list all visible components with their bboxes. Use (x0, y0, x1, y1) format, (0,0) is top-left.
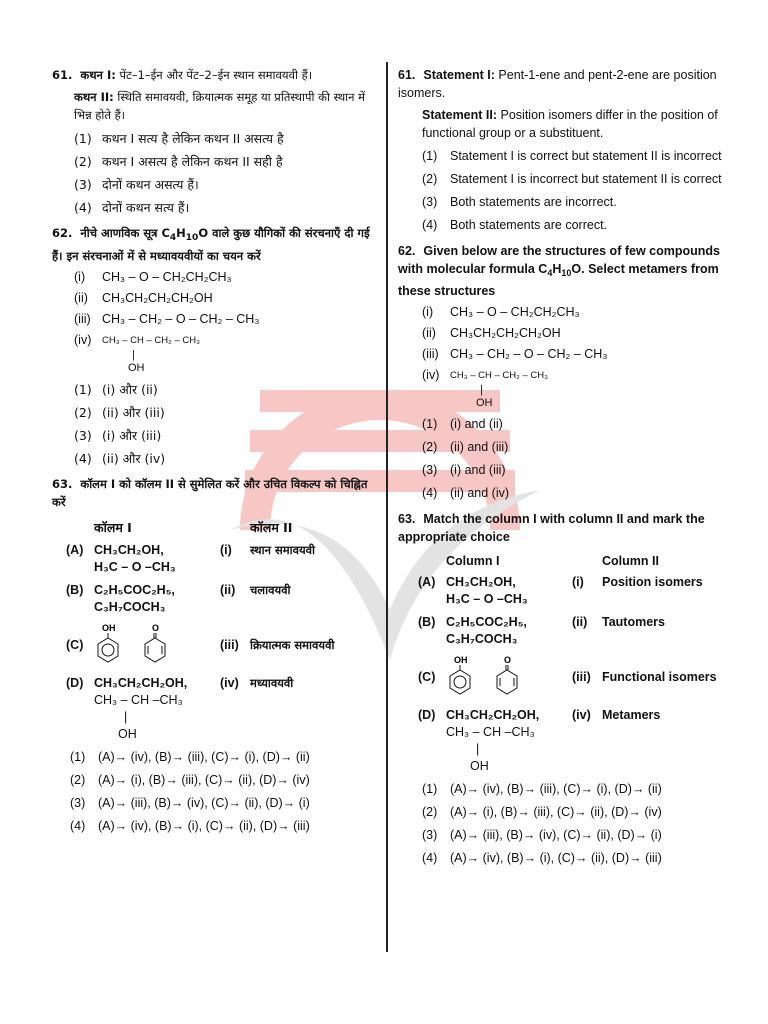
option-2[interactable]: (2) (ii) और (iii) (74, 405, 165, 420)
match-row-a: (A) CH₃CH₂OH, H₃C – O –CH₃ (i) Position isomers (418, 575, 703, 606)
question-63-hindi: 63. कॉलम I को कॉलम II से सुमेलित करें और उचित विकल्प को चिह्नित करें (52, 477, 368, 509)
structure-iii: (iii) CH₃ – CH₂ – O – CH₂ – CH₃ (422, 347, 608, 361)
branch-oh: OH (128, 362, 145, 374)
structure-iv: (iv) CH₃ – CH – CH₂ – CH₃ (74, 333, 200, 347)
structure-i: (i) CH₃ – O – CH₂CH₂CH₃ (74, 270, 232, 284)
option-3[interactable]: (3) दोनों कथन असत्य हैं। (74, 177, 199, 192)
option-2[interactable]: (2) (A)→ (i), (B)→ (iii), (C)→ (ii), (D)→ (iv) (70, 773, 310, 787)
branch-oh: OH (476, 397, 493, 409)
question-number: 63. (398, 512, 416, 526)
statement-1-label: Statement I: (423, 68, 495, 82)
svg-text:OH: OH (454, 655, 468, 665)
option-4[interactable]: (4) (A)→ (iv), (B)→ (i), (C)→ (ii), (D)→ (iii) (422, 851, 662, 865)
option-1[interactable]: (1) (A)→ (iv), (B)→ (iii), (C)→ (i), (D)→ (ii) (422, 782, 662, 796)
structure-i: (i) CH₃ – O – CH₂CH₂CH₃ (422, 305, 580, 319)
question-62-hindi: 62. नीचे आणविक सूत्र $C_4H_{10}O$ वाले कुछ यौगिकों की संरचनाएँ दी गई हैं। इन संरचनाओं में से मध्यावयवीयों का चयन करें (52, 226, 370, 263)
english-column (398, 66, 738, 867)
match-row-b: (B) C₂H₅COC₂H₅, C₃H₇COCH₃ (ii) Tautomers (418, 615, 665, 646)
option-2[interactable]: (2) कथन I असत्य है लेकिन कथन II सही है (74, 154, 283, 169)
structure-ii: (ii) CH₃CH₂CH₂CH₂OH (422, 326, 561, 340)
structure-iv: (iv) CH₃ – CH – CH₂ – CH₃ (422, 368, 548, 382)
option-3[interactable]: (3) (i) and (iii) (422, 463, 506, 477)
match-row-d: (D) CH₃CH₂CH₂OH, CH₃ – CH –CH₃ | OH (iv) मध्यावयवी (66, 676, 294, 741)
option-2[interactable]: (2) (ii) and (iii) (422, 440, 509, 454)
option-1[interactable]: (1) कथन I सत्य है लेकिन कथन II असत्य है (74, 131, 284, 146)
column-2-header: कॉलम II (250, 520, 293, 535)
question-number: 61. (398, 68, 416, 82)
question-63-english: 63. Match the column I with column II and mark the appropriate choice (398, 512, 705, 544)
question-number: 62. (52, 226, 73, 240)
statement-2-label: कथन II: (74, 90, 114, 104)
question-61-hindi (52, 66, 382, 216)
column-divider (386, 62, 388, 952)
statement-2-label: Statement II: (422, 108, 498, 122)
question-62-english: 62. Given below are the structures of few compounds with molecular formula $C_4H_{10}O$. Select metamers from these structures (398, 244, 720, 298)
statement-1-text: पेंट–1–ईन और पेंट–2–ईन स्थान समावयवी हैं। (119, 68, 313, 82)
hindi-column (52, 66, 382, 835)
option-3[interactable]: (3) (A)→ (iii), (B)→ (iv), (C)→ (ii), (D)→ (i) (70, 796, 310, 810)
question-number: 61. (52, 68, 73, 82)
option-1[interactable]: (1) (i) and (ii) (422, 417, 503, 431)
svg-text:O: O (152, 623, 160, 633)
phenol-cyclohexadienone-icon (446, 654, 556, 696)
option-2[interactable]: (2) Statement I is incorrect but statement II is correct (422, 172, 722, 186)
match-row-c: (C) OH O (iii) क्रियात्मक समावयवी (66, 622, 382, 669)
option-4[interactable]: (4) Both statements are correct. (422, 218, 608, 232)
option-3[interactable]: (3) Both statements are incorrect. (422, 195, 617, 209)
match-row-d: (D) CH₃CH₂CH₂OH, CH₃ – CH –CH₃ | OH (iv) Metamers (418, 708, 661, 773)
option-2[interactable]: (2) (A)→ (i), (B)→ (iii), (C)→ (ii), (D)→ (iv) (422, 805, 662, 819)
option-3[interactable]: (3) (i) और (iii) (74, 428, 162, 443)
option-1[interactable]: (1) Statement I is correct but statement II is incorrect (422, 149, 722, 163)
statement-1-label: कथन I: (80, 68, 116, 82)
structure-iii: (iii) CH₃ – CH₂ – O – CH₂ – CH₃ (74, 312, 260, 326)
option-4[interactable]: (4) (A)→ (iv), (B)→ (i), (C)→ (ii), (D)→ (iii) (70, 819, 310, 833)
statement-2-text: स्थिति समावयवी, क्रियात्मक समूह या प्रतिस्थापी की स्थान में भिन्न होते हैं। (74, 90, 366, 122)
question-number: 62. (398, 244, 416, 258)
branch-bar: | (480, 384, 483, 396)
column-2-header: Column II (602, 554, 659, 568)
statement-1-text: Pent-1-ene and pent-2-ene are position isomers. (398, 68, 717, 100)
column-1-header: कॉलम I (94, 520, 132, 535)
svg-text:O: O (504, 655, 512, 665)
match-row-a: (A) CH₃CH₂OH, H₃C – O –CH₃ (i) स्थान समावयवी (66, 543, 316, 574)
option-4[interactable]: (4) दोनों कथन सत्य हैं। (74, 200, 190, 215)
option-4[interactable]: (4) (ii) and (iv) (422, 486, 510, 500)
structure-ii: (ii) CH₃CH₂CH₂CH₂OH (74, 291, 213, 305)
question-61-english (398, 66, 738, 234)
statement-2-text: Position isomers differ in the position of functional group or a substituent. (422, 108, 718, 140)
match-row-c: (C) OH O (iii) Functional isomers (418, 654, 738, 701)
option-1[interactable]: (1) (i) और (ii) (74, 382, 158, 397)
option-3[interactable]: (3) (A)→ (iii), (B)→ (iv), (C)→ (ii), (D)→ (i) (422, 828, 662, 842)
option-4[interactable]: (4) (ii) और (iv) (74, 451, 166, 466)
branch-bar: | (132, 349, 135, 361)
phenol-cyclohexadienone-icon (94, 622, 204, 664)
match-row-b: (B) C₂H₅COC₂H₅, C₃H₇COCH₃ (ii) चलावयवी (66, 583, 291, 614)
svg-text:OH: OH (102, 623, 116, 633)
question-number: 63. (52, 477, 73, 491)
option-1[interactable]: (1) (A)→ (iv), (B)→ (iii), (C)→ (i), (D)→ (ii) (70, 750, 310, 764)
column-1-header: Column I (446, 554, 500, 568)
